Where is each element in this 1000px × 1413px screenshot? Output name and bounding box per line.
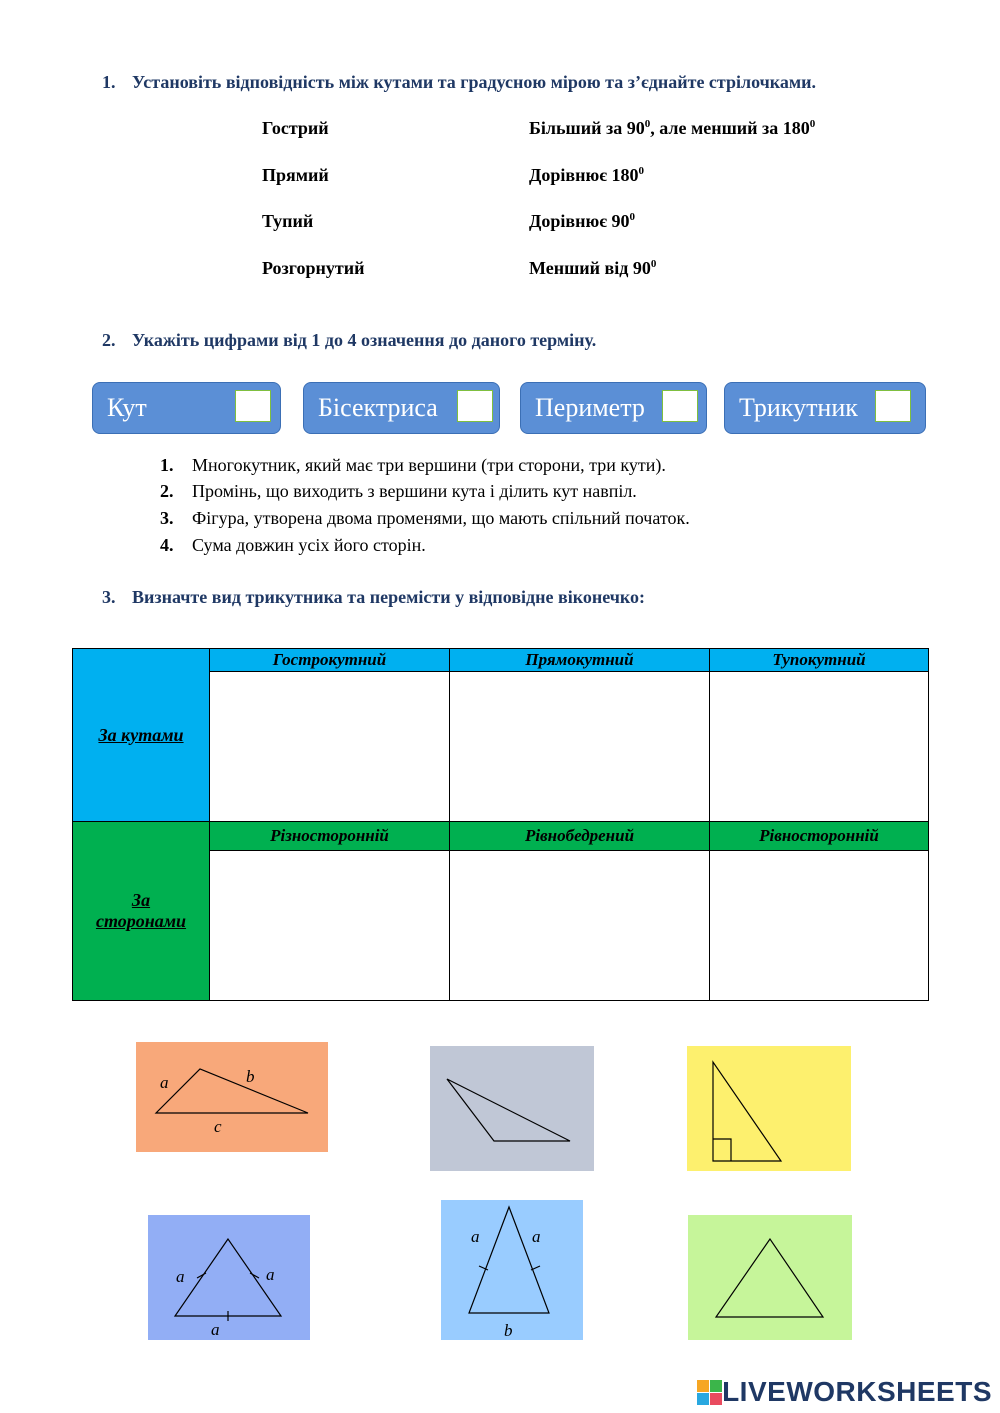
header-isosceles: Рівнобедрений bbox=[450, 822, 710, 851]
card-equilateral-marked-triangle[interactable] bbox=[148, 1215, 310, 1340]
by-sides-header: За сторонами bbox=[73, 822, 210, 1001]
measure-option-1[interactable]: Більший за $90^0$, але менший за $180^0$ bbox=[529, 118, 816, 138]
liveworksheets-logo: LIVEWORKSHEETS bbox=[722, 1376, 992, 1407]
drop-zone-equilateral[interactable] bbox=[710, 851, 929, 1001]
svg-text:c: c bbox=[214, 1117, 222, 1136]
drop-zone-isosceles[interactable] bbox=[450, 851, 710, 1001]
definition-3: 3. Фігура, утворена двома променями, що мають спільний початок. bbox=[160, 508, 690, 528]
by-angles-header: За кутами bbox=[73, 649, 210, 822]
term-perimeter-answer-box[interactable] bbox=[662, 390, 698, 422]
card-right-triangle[interactable] bbox=[687, 1046, 851, 1171]
term-triangle bbox=[724, 382, 926, 434]
header-scalene: Різносторонній bbox=[210, 822, 450, 851]
definition-2: 2. Промінь, що виходить з вершини кута і ділить кут навпіл. bbox=[160, 481, 637, 501]
definition-1: 1. Многокутник, який має три вершини (три сторони, три кути). bbox=[160, 455, 666, 475]
card-obtuse-triangle[interactable] bbox=[430, 1046, 594, 1171]
obtuse-triangle-icon bbox=[430, 1046, 594, 1171]
angle-acute-label[interactable]: Гострий bbox=[262, 118, 329, 138]
term-label: Кут bbox=[107, 393, 147, 422]
measure-option-2[interactable]: Дорівнює $180^0$ bbox=[529, 165, 645, 185]
term-angle bbox=[92, 382, 281, 434]
term-perimeter bbox=[520, 382, 707, 434]
term-triangle-answer-box[interactable] bbox=[875, 390, 911, 422]
drop-zone-scalene[interactable] bbox=[210, 851, 450, 1001]
equilateral-marked-triangle-icon bbox=[148, 1215, 310, 1340]
svg-text:a: a bbox=[211, 1320, 220, 1339]
svg-text:a: a bbox=[160, 1073, 169, 1092]
svg-text:a: a bbox=[266, 1265, 275, 1284]
isosceles-triangle-icon bbox=[441, 1200, 583, 1340]
term-label: Бісектриса bbox=[318, 393, 438, 422]
measure-option-4[interactable]: Менший від $90^0$ bbox=[529, 258, 657, 278]
svg-text:a: a bbox=[471, 1227, 480, 1246]
term-angle-answer-box[interactable] bbox=[235, 390, 271, 422]
scalene-triangle-icon bbox=[136, 1042, 328, 1152]
question-3-title: 3. Визначте вид трикутника та перемісти у відповідне віконечко: bbox=[102, 587, 646, 607]
header-acute: Гострокутний bbox=[210, 649, 450, 672]
card-isosceles-triangle[interactable] bbox=[441, 1200, 583, 1340]
right-triangle-icon bbox=[687, 1046, 851, 1171]
svg-text:b: b bbox=[246, 1067, 255, 1086]
measure-option-3[interactable]: Дорівнює $90^0$ bbox=[529, 211, 636, 231]
definition-4: 4. Сума довжин усіх його сторін. bbox=[160, 535, 426, 555]
drop-zone-right[interactable] bbox=[450, 672, 710, 822]
svg-text:a: a bbox=[176, 1267, 185, 1286]
term-bisector-answer-box[interactable] bbox=[457, 390, 493, 422]
question-2-title: 2. Укажіть цифрами від 1 до 4 означення до даного терміну. bbox=[102, 330, 597, 350]
svg-text:b: b bbox=[504, 1321, 513, 1340]
card-acute-triangle[interactable] bbox=[688, 1215, 852, 1340]
term-label: Трикутник bbox=[739, 393, 858, 422]
liveworksheets-logo-icon bbox=[697, 1380, 723, 1406]
acute-triangle-icon bbox=[688, 1215, 852, 1340]
question-1-title: 1. Установіть відповідність між кутами та градусною мірою та з’єднайте стрілочками. bbox=[102, 72, 817, 92]
card-scalene-triangle[interactable] bbox=[136, 1042, 328, 1152]
triangle-classification-table bbox=[72, 648, 929, 1001]
header-equilateral: Рівносторонній bbox=[710, 822, 929, 851]
angle-obtuse-label[interactable]: Тупий bbox=[262, 211, 314, 231]
angle-straight-label[interactable]: Розгорнутий bbox=[262, 258, 365, 278]
angle-right-label[interactable]: Прямий bbox=[262, 165, 329, 185]
svg-text:a: a bbox=[532, 1227, 541, 1246]
term-bisector bbox=[303, 382, 500, 434]
drop-zone-obtuse[interactable] bbox=[710, 672, 929, 822]
header-obtuse: Тупокутний bbox=[710, 649, 929, 672]
header-right: Прямокутний bbox=[450, 649, 710, 672]
term-label: Периметр bbox=[535, 393, 645, 422]
drop-zone-acute[interactable] bbox=[210, 672, 450, 822]
